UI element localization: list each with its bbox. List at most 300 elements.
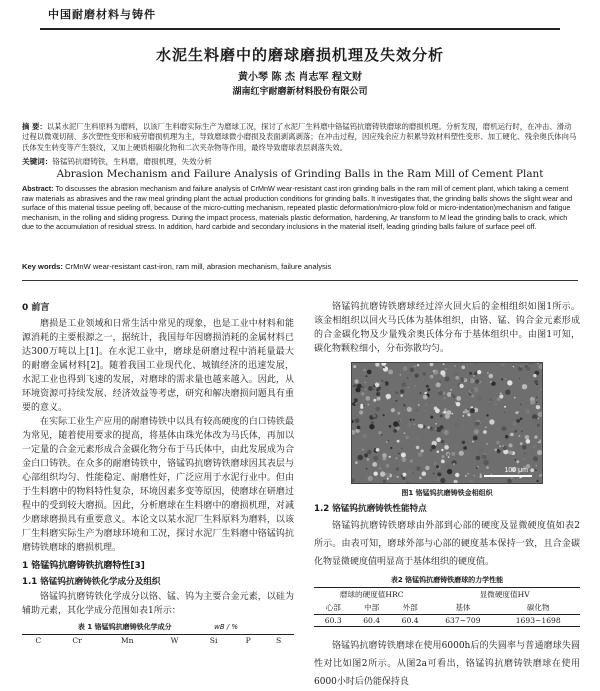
micrograph-grain [436,428,437,429]
micrograph-grain [462,366,466,370]
micrograph-grain [366,375,368,377]
micrograph-grain [520,403,522,405]
micrograph-grain [355,461,358,464]
micrograph-grain [536,480,538,482]
micrograph-grain [367,404,369,406]
micrograph-grain [438,390,440,392]
micrograph-grain [499,445,501,447]
micrograph-grain [386,473,390,477]
paper-title: 水泥生料磨中的磨球磨损机理及失效分析 [155,46,444,64]
table-2-cell: 60.3 [314,615,352,627]
micrograph-grain [416,446,420,450]
micrograph-grain [393,404,395,406]
micrograph-grain [360,404,363,407]
micrograph-grain [455,376,459,380]
micrograph-grain [436,437,441,442]
micrograph-grain [536,397,538,399]
micrograph-grain [355,418,360,423]
micrograph-grain [367,379,369,381]
micrograph-grain [443,363,445,365]
section-1-1-heading: 1.1 铬锰钨抗磨铸铁化学成分及组织 [22,577,161,587]
micrograph-grain [503,451,504,452]
micrograph-grain [376,448,380,452]
micrograph-grain [455,423,460,428]
micrograph-grain [419,477,422,480]
micrograph-grain [456,365,459,368]
micrograph-grain [454,365,456,367]
micrograph-grain [397,440,400,443]
micrograph-grain [435,408,440,413]
micrograph-grain [497,397,501,401]
micrograph-grain [451,452,455,456]
abstract-cn-label: 摘 要： [22,122,47,131]
micrograph-grain [462,441,465,444]
micrograph-grain [386,464,390,468]
micrograph-grain [418,452,423,457]
micrograph-grain [359,410,363,414]
micrograph-grain [413,419,415,421]
micrograph-grain [477,370,481,374]
right-paragraph-bottom: 铬锰钨抗磨铸铁磨球在使用6000h后的失圆率与普通磨球失圆性对比如图2所示。从图2a可看出，铬锰钨抗磨铸铁磨球在使用6000小时后仍能保持良 [314,641,580,687]
abstract-cn-text: 以某水泥厂生料原料为磨料，以该厂生料磨实际生产为磨球工况，探讨了水泥厂生料磨中铬锰钨抗磨铸铁磨球的磨损机理。分析发现，磨机运行时，在冲击、滑动过程以微观切削、多次塑性变形和疲劳磨损机理为主，导致磨球微小磨损及表面剥离剥落；在冲击过程，因应残余应力积累导致材料塑性变形、加工硬化、残余奥氏体向马氏体发生转变等产生裂纹，又加上硬质相碳化物和二次夹杂物等作用，最终导致磨球表层剥落失效。 [22,122,577,152]
micrograph-grain [367,458,370,461]
micrograph-grain [537,424,540,427]
left-column [22,300,294,646]
micrograph-grain [476,421,480,425]
micrograph-grain [398,412,401,415]
micrograph-grain [497,449,499,451]
micrograph-grain [519,378,521,380]
micrograph-grain [366,468,368,470]
micrograph-grain [363,405,365,407]
micrograph-grain [373,456,378,461]
micrograph-grain [520,442,523,445]
micrograph-grain [427,388,430,391]
table-1-header: S [276,636,282,645]
micrograph-grain [442,455,445,458]
micrograph-grain [388,370,393,375]
micrograph-grain [353,365,356,368]
micrograph-grain [368,476,373,481]
table-2-subheader: 中部 [364,603,380,612]
micrograph-grain [379,365,382,368]
micrograph-grain [399,419,401,421]
micrograph-grain [437,450,440,453]
micrograph-grain [421,449,424,452]
micrograph-grain [376,407,381,412]
micrograph-grain [447,453,449,455]
micrograph-grain [403,366,408,371]
micrograph-grain [509,443,513,447]
micrograph-grain [442,412,443,413]
micrograph-grain [536,402,537,403]
micrograph-grain [533,446,535,448]
micrograph-grain [533,374,536,377]
micrograph-grain [418,404,420,406]
micrograph-grain [445,376,450,381]
micrograph-grain [415,374,419,378]
micrograph-grain [373,399,376,402]
micrograph-grain [453,463,455,465]
micrograph-grain [437,472,441,476]
micrograph-grain [523,458,525,460]
micrograph-grain [386,457,387,458]
micrograph-grain [415,408,419,412]
micrograph-grain [445,443,447,445]
micrograph-grain [505,390,510,395]
micrograph-grain [525,409,530,414]
micrograph-grain [396,400,398,402]
micrograph-grain [354,379,358,383]
micrograph-grain [515,459,517,461]
table-1 [22,634,294,646]
micrograph-grain [372,414,375,417]
micrograph-grain [503,446,507,450]
micrograph-grain [456,396,461,401]
micrograph-grain [410,368,414,372]
micrograph-grain [402,457,407,462]
keywords-cn-label: 关键词： [22,157,53,166]
micrograph-grain [470,389,475,394]
micrograph-grain [430,449,433,452]
micrograph-grain [389,425,392,428]
micrograph-grain [496,441,499,444]
intro-paragraph-2: 在实际工业生产应用的耐磨铸铁中以具有较高硬度的白口铸铁最为常见，随着使用要求的提高，将基体由珠光体改为马氏体，再加以一定量的合金元素形成合金碳化物分布于马氏体中，由此发展成为合金白口铸铁。在众多的耐磨铸铁中，铬锰钨抗磨铸铁磨球因其表层与心部组织均匀、性能稳定、耐磨性好，广泛应用于水泥行业中。但由于生料磨中的物料特性复杂，环境因素多变等原因，使磨球在研磨过程中的受到较大磨损。因此，分析磨球在生料磨中的磨损机理，对减少磨球磨损具有重要意义。本论文以某水泥厂生料原料为磨料，以该厂生料磨实际生产为磨球环境和工况，探讨水泥厂生料磨中铬锰钨抗磨铸铁磨球的磨损机理。 [22,417,294,553]
micrograph-grain [368,386,373,391]
micrograph-grain [520,417,523,420]
micrograph-grain [414,423,416,425]
paper-authors: 黄小琴 陈 杰 肖志军 程文财 [238,72,362,83]
micrograph-grain [469,379,470,380]
micrograph-grain [394,475,397,478]
micrograph-grain [400,374,401,375]
micrograph-grain [536,383,538,385]
micrograph-grain [474,429,479,434]
micrograph-grain [530,468,534,472]
micrograph-grain [484,460,486,462]
micrograph-grain [512,421,517,426]
micrograph-grain [379,468,381,470]
keywords-cn [22,156,578,167]
micrograph-grain [354,392,356,394]
section-1-heading: 1 铬锰钨抗磨铸铁抗磨特性[3] [22,561,145,571]
micrograph-grain [486,443,487,444]
micrograph-grain [365,389,367,391]
micrograph-grain [472,441,474,443]
micrograph-image [352,363,542,483]
micrograph-grain [398,453,400,455]
micrograph-grain [382,453,387,458]
micrograph-grain [402,477,405,480]
abstract-rule [22,280,578,281]
micrograph-grain [354,384,357,387]
micrograph-grain [459,384,463,388]
micrograph-grain [524,453,526,455]
micrograph-grain [471,395,474,398]
micrograph-grain [522,445,527,450]
micrograph-grain [441,449,443,451]
micrograph-grain [461,377,464,380]
micrograph-grain [443,392,446,395]
table-2-cell: 60.4 [352,615,390,627]
micrograph-grain [440,415,443,418]
micrograph-grain [373,402,375,404]
micrograph-grain [525,435,530,440]
micrograph-grain [444,398,445,399]
micrograph-grain [362,449,364,451]
micrograph-grain [378,382,380,384]
micrograph-grain [517,411,519,413]
micrograph-grain [419,392,421,394]
micrograph-grain [417,438,419,440]
table-2-subheader: 基体 [455,603,471,612]
micrograph-grain [473,436,478,441]
micrograph-grain [537,450,542,455]
micrograph-grain [423,395,428,400]
micrograph-grain [362,434,367,439]
table-1-caption [22,622,294,632]
micrograph-grain [533,456,538,461]
micrograph-grain [494,402,498,406]
micrograph-grain [504,406,506,408]
micrograph-grain [440,478,445,483]
micrograph-grain [380,382,385,387]
micrograph-grain [445,464,450,469]
micrograph-grain [355,403,357,405]
micrograph-grain [363,369,366,372]
micrograph-grain [448,456,450,458]
micrograph-grain [440,370,445,375]
micrograph-grain [451,393,454,396]
micrograph-grain [530,400,534,404]
micrograph-grain [536,439,539,442]
micrograph-grain [419,424,423,428]
table-2-subheader: 心部 [325,603,341,612]
micrograph-grain [400,389,404,393]
table-1-header: P [245,636,251,645]
micrograph-grain [403,404,406,407]
micrograph-grain [489,419,494,424]
micrograph-grain [501,426,506,431]
micrograph-grain [521,430,523,432]
micrograph-grain [538,418,539,419]
micrograph-grain [482,454,487,459]
micrograph-grain [423,372,426,375]
english-title: Abrasion Mechanism and Failure Analysis of Grinding Balls in the Ram Mill of Cement Plant [56,168,544,180]
micrograph-grain [499,394,501,396]
micrograph-grain [532,453,534,455]
micrograph-grain [474,372,477,375]
table-1-header: W [170,636,179,645]
section-1-2-paragraph: 铬锰钨抗磨铸铁磨球由外部到心部的硬度及显微硬度值如表2所示。由表可知，磨球外部与心部的硬度基本保持一致，且合金碳化物显微硬度值明显高于基体组织的硬度值。 [314,521,580,567]
right-column [314,300,580,691]
micrograph-grain [443,430,448,435]
micrograph-grain [486,414,488,416]
micrograph-grain [480,474,482,476]
scale-bar [484,475,532,477]
micrograph-grain [444,445,449,450]
micrograph-grain [536,465,537,466]
micrograph-grain [504,377,507,380]
micrograph-grain [431,445,436,450]
micrograph-grain [478,396,483,401]
micrograph-grain [526,367,530,371]
micrograph-grain [451,413,453,415]
micrograph-grain [489,398,492,401]
micrograph-grain [357,426,361,430]
micrograph-grain [401,448,402,449]
micrograph-grain [467,408,469,410]
scale-label: 100 μm [504,467,528,474]
micrograph-grain [440,425,444,429]
micrograph-grain [408,470,412,474]
keywords-en-label: Key words: [22,262,63,271]
micrograph-grain [422,471,427,476]
micrograph-grain [391,408,395,412]
abstract-en [22,184,578,232]
header-rule [40,28,560,30]
micrograph-grain [522,384,527,389]
micrograph-grain [441,440,444,443]
micrograph-grain [514,397,516,399]
micrograph-grain [483,430,487,434]
micrograph-grain [407,407,412,412]
micrograph-grain [435,423,437,425]
keywords-cn-text: 铬锰钨抗磨铸铁，生料磨，磨损机理，失效分析 [52,157,212,166]
micrograph-grain [519,435,521,437]
micrograph-grain [485,427,487,429]
micrograph-grain [430,377,432,379]
micrograph-grain [386,394,391,399]
table-2-cell: 60.4 [391,615,430,627]
micrograph-grain [536,405,540,409]
micrograph-grain [401,394,403,396]
micrograph-grain [463,446,467,450]
micrograph-grain [476,467,478,469]
micrograph-grain [474,475,476,477]
micrograph-grain [402,473,406,477]
micrograph-grain [381,434,383,436]
micrograph-grain [361,392,364,395]
micrograph-grain [389,456,391,458]
abstract-en-text: To discusses the abrasion mechanism and failure analysis of CrMnW wear-resistant cast iron grinding balls in the ram mill of cement plant, which taking a cement raw materials as abrasives and the raw meal grinding plant the actual production conditions for grinding balls. It investigates that, the grinding balls shows the slight wear and surface of this material tissue peeling off, because of the micro-cutting mechanism, repeated plastic deformation/micro-plow fold or micro-indentation)mechanism and fatigue mechanism, in the rolling and sliding progress. During the impact process, materials plastic deformation, hardening, Ar transform to M lead the grinding balls to crack, which due to the accumulation of residual stress. In addition, hard carbide and secondary inclusions in the material itself, leading grinding balls failure of surface peel off. [22,184,573,232]
micrograph-grain [357,455,363,461]
micrograph-grain [367,450,371,454]
micrograph-grain [410,419,412,421]
micrograph-grain [364,453,368,457]
micrograph-grain [489,374,494,379]
micrograph-grain [457,430,459,432]
micrograph-grain [436,465,439,468]
micrograph-grain [455,473,459,477]
figure-1-caption: 图1 铬锰钨抗磨铸铁金相组织 [401,489,493,497]
micrograph-grain [362,386,364,388]
micrograph-grain [378,387,381,390]
micrograph-grain [459,451,464,456]
micrograph-grain [380,471,385,476]
micrograph-grain [386,440,388,442]
micrograph-grain [438,391,443,396]
abstract-en-label: Abstract: [22,184,54,193]
micrograph-grain [395,391,398,394]
micrograph-grain [401,475,403,477]
micrograph-grain [505,435,509,439]
micrograph-grain [427,426,430,429]
micrograph-grain [425,404,428,407]
micrograph-grain [534,435,537,438]
micrograph-grain [398,420,399,421]
micrograph-grain [432,404,434,406]
micrograph-grain [454,372,458,376]
micrograph-grain [452,475,454,477]
intro-paragraph-1: 磨损是工业领域和日常生活中常见的现象，也是工业中材料和能源消耗的主要根源之一，据统计，我国每年因磨损消耗的金属材料已达300万吨以上[1]。在水泥工业中，磨球是研磨过程中消耗量最大的耐磨金属材料[2]。随着我国工业现代化、城镇经济的迅速发展，水泥工业也得到飞速的发展，对磨球的需求量也越来越入。因此，从环境资源可持续发展、经济效益等考虑，研究和解决磨损问题具有重要的意义。 [22,319,294,413]
micrograph-grain [387,478,389,480]
micrograph-grain [504,412,506,414]
micrograph-grain [501,378,503,380]
right-paragraph-top: 铬锰钨抗磨铸铁磨球经过淬火回火后的金相组织如图1所示。该金相组织以回火马氏体为基体组织，由铬、锰、钨合金元素形成的合金碳化物及少量残余奥氏体分布于基体组织中。由图1可知，碳化物颗粒细小，分布弥散均匀。 [314,302,580,354]
micrograph-grain [475,379,479,383]
micrograph-grain [491,382,495,386]
micrograph-grain [513,366,514,367]
micrograph-grain [516,460,519,463]
table-2-cell: 1693~1698 [496,615,580,627]
micrograph-grain [467,413,470,416]
micrograph-grain [476,456,481,461]
micrograph-grain [436,382,441,387]
table-2-caption: 表2 铬锰钨抗磨铸铁磨球的力学性能 [390,576,504,584]
micrograph-grain [470,378,475,383]
table-1-title: 表 1 铬锰钨抗磨铸铁化学成分 [77,623,172,631]
micrograph-grain [412,472,414,474]
micrograph-grain [383,367,385,369]
micrograph-grain [487,372,488,373]
micrograph-grain [537,400,542,405]
micrograph-grain [401,453,406,458]
micrograph-grain [467,473,469,475]
micrograph-grain [450,389,452,391]
micrograph-grain [433,473,435,475]
micrograph-grain [383,414,385,416]
micrograph-grain [407,423,411,427]
micrograph-grain [357,384,362,389]
micrograph-grain [515,430,517,432]
micrograph-grain [410,459,413,462]
micrograph-grain [414,366,415,367]
micrograph-grain [480,475,483,478]
micrograph-grain [509,451,513,455]
table-2-cell: 637~709 [429,615,496,627]
table-2-group-hrc: 磨球的硬度值HRC [339,590,404,599]
section-1-2-heading: 1.2 铬锰钨抗磨铸铁性能特点 [314,504,427,514]
micrograph-grain [485,364,487,366]
micrograph-grain [374,472,378,476]
micrograph-grain [383,480,386,483]
micrograph-grain [535,469,537,471]
table-1-header: C [35,636,42,645]
micrograph-grain [390,447,392,449]
micrograph-grain [366,396,371,401]
micrograph-grain [534,424,535,425]
micrograph-grain [520,365,522,367]
micrograph-grain [465,475,467,477]
micrograph-grain [443,411,446,414]
micrograph-grain [395,457,397,459]
micrograph-grain [397,476,399,478]
micrograph-grain [494,449,497,452]
micrograph-grain [463,415,465,417]
table-1-header: Si [209,636,218,645]
micrograph-grain [469,374,471,376]
